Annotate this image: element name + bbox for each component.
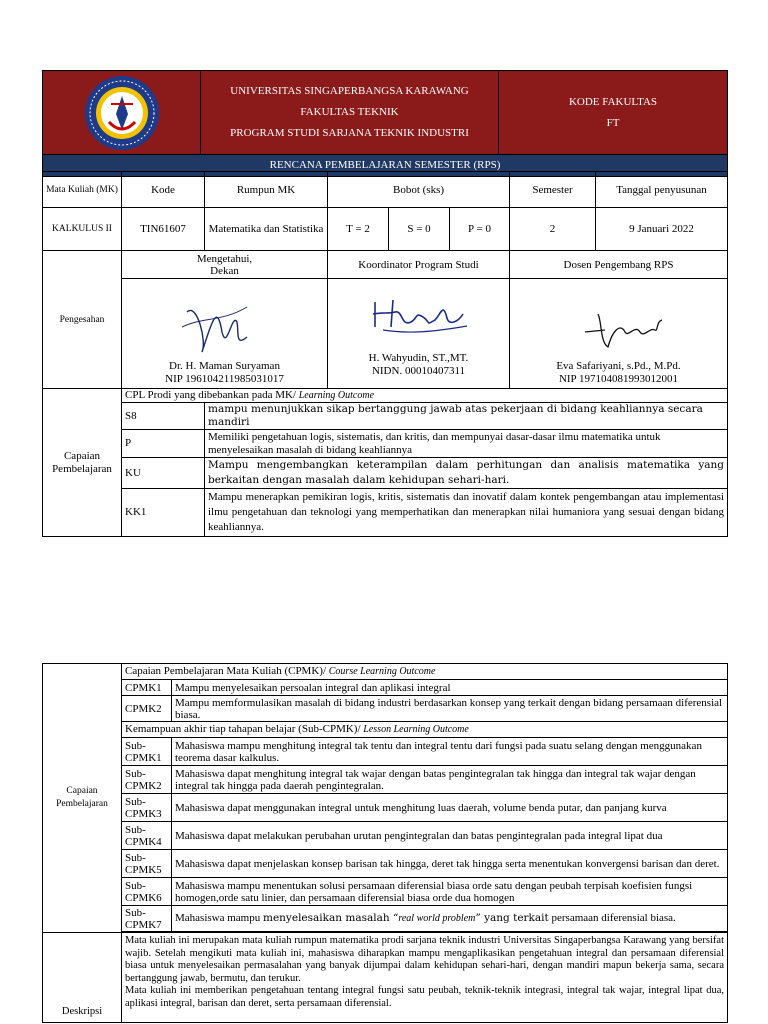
course-tanggal: 9 Januari 2022 [596, 208, 728, 251]
mk-label: Mata Kuliah (MK) [43, 172, 122, 208]
cpl-code: S8 [122, 403, 205, 430]
course-code: TIN61607 [122, 208, 205, 251]
cpl-text: Mampu menerapkan pemikiran logis, kritis, sistematis dan inovatif dalam kontek pengembangan atau implementasi ilmu pengetahuan dan teknologi yang memperhatikan dan menerapkan nilai humaniora yang sesuai dengan bidang keahliannya. [205, 489, 728, 537]
sub-cpmk-text: Mahasiswa mampu menghitung integral tak tentu dan integral tentu dari fungsi pada suatu selang dengan menggunakan teorema dasar kalkulus. [172, 738, 728, 766]
sub-cpmk-text: Mahasiswa dapat menghitung integral tak wajar dengan batas pengintegralan tak hingga dan integral tak wajar dengan integral tak hingga pada daerah pengintegralan. [172, 766, 728, 794]
sub7-a: Mahasiswa mampu [175, 912, 263, 924]
program-name: PROGRAM STUDI SARJANA TEKNIK INDUSTRI [230, 127, 469, 139]
sub-cpmk-header-italic: Lesson Learning Outcome [363, 724, 469, 735]
semester-label: Semester [510, 172, 596, 208]
sub-cpmk-code: Sub-CPMK3 [122, 794, 172, 822]
sub-cpmk-code: Sub-CPMK6 [122, 878, 172, 906]
cpl-code: KU [122, 458, 205, 489]
course-info-table [42, 171, 728, 537]
sub-cpmk-header-text: Kemampuan akhir tiap tahapan belajar (Sub-CPMK)/ [125, 723, 361, 735]
sub-cpmk-text [172, 906, 728, 932]
koordinator-signature-cell [328, 279, 510, 389]
dosen-name: Eva Safariyani, s.Pd., M.Pd. [556, 359, 681, 372]
sub7-e: persamaan diferensial biasa. [548, 912, 676, 924]
sub7-c: real world problem [398, 913, 476, 924]
dekan-signature-cell [122, 279, 328, 389]
sub-cpmk-text: Mahasiswa mampu menentukan solusi persamaan diferensial biasa orde satu dengan peubah terpisah koefisien fungsi homogen,orde satu linier, dan persamaan diferensial biasa orde dua homogen [172, 878, 728, 906]
cpmk-table [42, 663, 728, 1023]
dekan-nip: NIP 196104211985031017 [165, 372, 284, 385]
cpmk-header-italic: Course Learning Outcome [328, 666, 436, 677]
logo-cell [43, 71, 201, 155]
deskripsi-label: Deskripsi [43, 933, 122, 1023]
rps-header [42, 70, 728, 177]
capaian-label: Capaian Pembelajaran [43, 389, 122, 537]
sub7-b: menyelesaikan masalah “ [262, 912, 399, 924]
dosen-signature-icon [580, 302, 670, 352]
cpmk-header-text: Capaian Pembelajaran Mata Kuliah (CPMK)/ [125, 665, 327, 677]
cpmk-header [122, 664, 728, 680]
sub-cpmk-header [122, 722, 728, 738]
sub-cpmk-text: Mahasiswa dapat melakukan perubahan urutan pengintegralan dan batas pengintegralan pada integral lipat dua [172, 822, 728, 850]
course-name: KALKULUS II [43, 208, 122, 251]
sub-cpmk-code: Sub-CPMK7 [122, 906, 172, 932]
pengesahan-label: Pengesahan [43, 251, 122, 389]
tanggal-label: Tanggal penyusunan [596, 172, 728, 208]
bobot-t: T = 2 [328, 208, 389, 251]
cpl-header [122, 389, 728, 403]
cpmk-text: Mampu menyelesaikan persoalan integral dan aplikasi integral [172, 680, 728, 696]
koordinator-title: Koordinator Program Studi [328, 251, 510, 279]
university-logo-icon [83, 74, 161, 152]
cpl-text: mampu menunjukkan sikap bertanggung jawab atas pekerjaan di bidang keahliannya secara mandiri [205, 403, 728, 430]
university-name: UNIVERSITAS SINGAPERBANGSA KARAWANG [230, 85, 469, 97]
bobot-label: Bobot (sks) [328, 172, 510, 208]
dekan-title [122, 251, 328, 279]
institution-block [201, 71, 499, 155]
cpl-text: Memiliki pengetahuan logis, sistematis, dan kritis, dan mempunyai dasar-dasar ilmu matematika untuk menyelesaikan masalah di bidang keahliannya [205, 430, 728, 458]
dosen-nip: NIP 197104081993012001 [558, 372, 679, 385]
rps-title: RENCANA PEMBELAJARAN SEMESTER (RPS) [43, 155, 728, 177]
dosen-title: Dosen Pengembang RPS [510, 251, 728, 279]
faculty-name: FAKULTAS TEKNIK [300, 106, 399, 118]
dekan-name: Dr. H. Maman Suryaman [169, 359, 280, 372]
rumpun-label: Rumpun MK [205, 172, 328, 208]
sub-cpmk-code: Sub-CPMK4 [122, 822, 172, 850]
koordinator-signature-icon [363, 292, 473, 337]
course-rumpun: Matematika dan Statistika [205, 208, 328, 251]
cpmk-code: CPMK1 [122, 680, 172, 696]
sub-cpmk-text: Mahasiswa dapat menggunakan integral untuk menghitung luas daerah, volume benda putar, dan panjang kurva [172, 794, 728, 822]
kode-fakultas-value: FT [606, 116, 620, 129]
sub7-d: ” yang terkait [475, 912, 549, 924]
cpmk-section-label: Capaian Pembelajaran [43, 664, 122, 933]
dekan-title-1: Mengetahui, [196, 252, 253, 265]
course-semester: 2 [510, 208, 596, 251]
cpl-header-text: CPL Prodi yang dibebankan pada MK/ [125, 389, 296, 401]
bobot-s: S = 0 [389, 208, 450, 251]
kode-fakultas-label: KODE FAKULTAS [568, 95, 658, 108]
sub-cpmk-code: Sub-CPMK5 [122, 850, 172, 878]
deskripsi-text [122, 933, 728, 1023]
dekan-title-2: Dekan [210, 264, 239, 277]
dekan-signature-icon [177, 292, 257, 362]
kode-fakultas-block [499, 71, 728, 155]
sub-cpmk-text: Mahasiswa dapat menjelaskan konsep barisan tak hingga, deret tak hingga serta menentukan konvergensi barisan dan deret. [172, 850, 728, 878]
cpl-text: Mampu mengembangkan keterampilan dalam perhitungan dan analisis matematika yang berkaitan dengan masalah dalam kehidupan sehari-hari. [205, 458, 728, 489]
cpl-code: P [122, 430, 205, 458]
koordinator-nidn: NIDN. 00010407311 [371, 364, 466, 377]
cpl-code: KK1 [122, 489, 205, 537]
cpmk-code: CPMK2 [122, 696, 172, 722]
bobot-p: P = 0 [450, 208, 510, 251]
cpmk-text: Mampu memformulasikan masalah di bidang industri berdasarkan konsep yang terkait dengan bidang persamaan diferensial biasa. [172, 696, 728, 722]
cpl-header-italic: Learning Outcome [298, 390, 375, 401]
sub-cpmk-code: Sub-CPMK1 [122, 738, 172, 766]
deskripsi-paragraph-1: Mata kuliah ini merupakan mata kuliah rumpun matematika prodi sarjana teknik industri Universitas Singaperbangsa Karawang yang bersifat wajib. Setelah mengikuti mata kuliah ini, mahasiswa diharapkan mampu mengaplikasikan pengetahuan integral dan persamaan diferensial biasa untuk menyelesaikan permasalahan yang banyak dijumpai dalam kehidupan sehari-hari, dengan mandiri mapun bekerja sama, secara bertanggung jawab, bermutu, dan terukur. [125, 935, 724, 984]
deskripsi-paragraph-2: Mata kuliah ini memberikan pengetahuan tentang integral fungsi satu peubah, teknik-teknik integrasi, integral tak wajar, integral lipat dua, aplikasi integral, barisan dan deret, serta persamaan diferensial. [125, 985, 724, 1009]
koordinator-name: H. Wahyudin, ST.,MT. [368, 351, 469, 364]
kode-label: Kode [122, 172, 205, 208]
sub-cpmk-code: Sub-CPMK2 [122, 766, 172, 794]
dosen-signature-cell [510, 279, 728, 389]
